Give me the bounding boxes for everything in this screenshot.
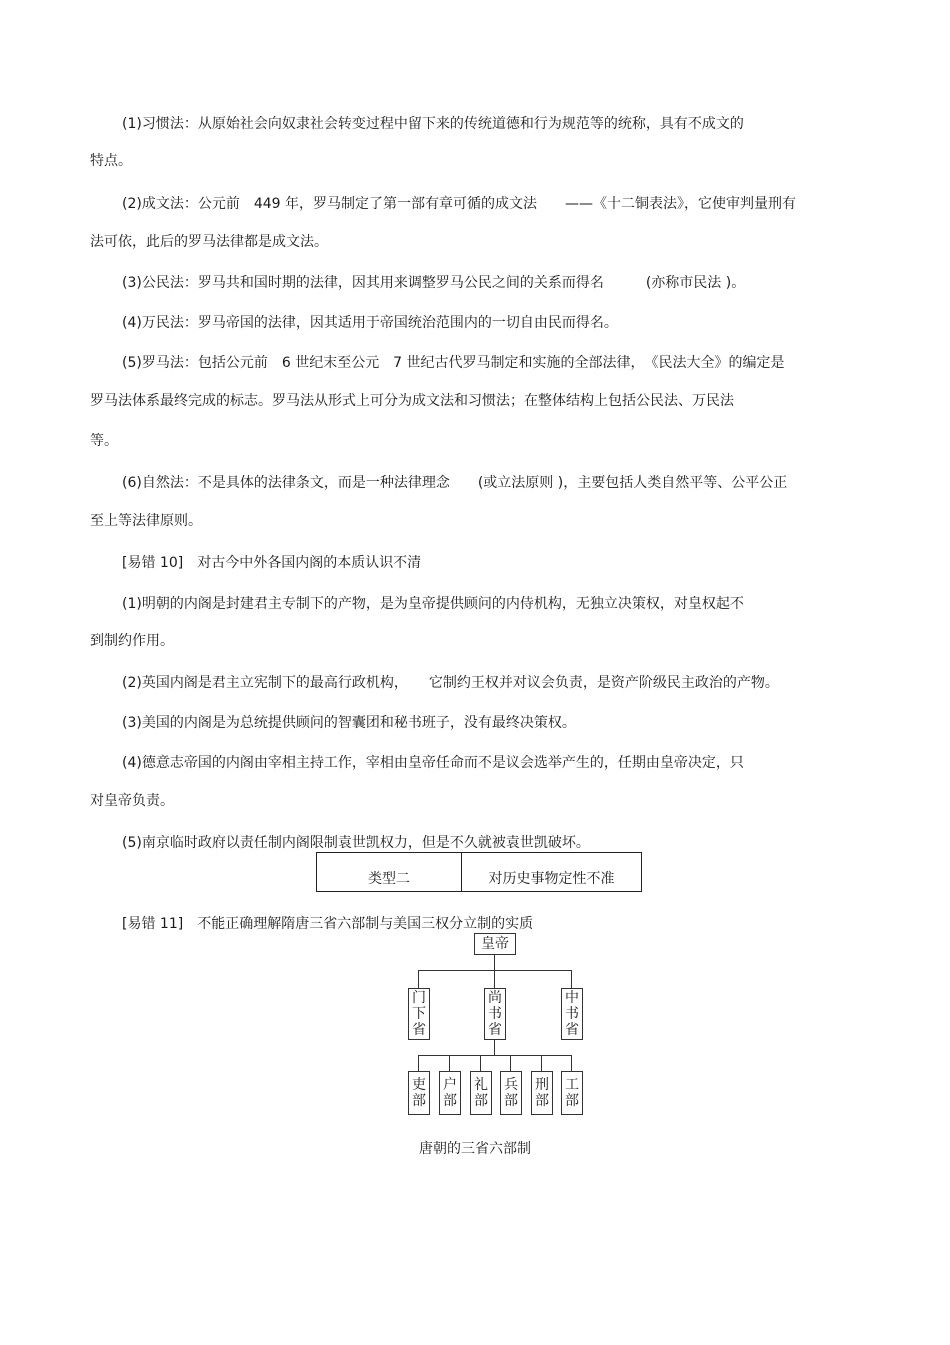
paragraph: (2)英国内阁是君主立宪制下的最高行政机构， 它制约王权并对议会负责，是资产阶级民主政治的产物。: [122, 675, 779, 691]
section-heading: [易错 10] 对古今中外各国内阁的本质认识不清: [122, 555, 422, 571]
chart-caption: 唐朝的三省六部制: [419, 1141, 531, 1157]
paragraph: (6)自然法：不是具体的法律条文，而是一种法律理念 (或立法原则 )，主要包括人类自然平等、公平公正: [122, 475, 788, 491]
bu-label: 吏部: [412, 1077, 426, 1109]
bu-box-gong: [561, 1071, 583, 1115]
sheng-box-zhongshu: [561, 988, 583, 1040]
paragraph: (5)南京临时政府以责任制内阁限制袁世凯权力，但是不久就被袁世凯破坏。: [122, 835, 590, 851]
paragraph: 对皇帝负责。: [90, 793, 174, 809]
connector: [480, 1055, 481, 1071]
connector: [418, 970, 419, 988]
section-heading: [易错 11] 不能正确理解隋唐三省六部制与美国三权分立制的实质: [122, 916, 534, 932]
sheng-label: 门下省: [412, 990, 426, 1038]
connector: [418, 1055, 572, 1056]
paragraph: 到制约作用。: [90, 633, 174, 649]
bu-label: 兵部: [504, 1077, 518, 1109]
connector: [449, 1055, 450, 1071]
connector: [571, 1055, 572, 1071]
paragraph: 罗马法体系最终完成的标志。罗马法从形式上可分为成文法和习惯法；在整体结构上包括公民法、万民法: [90, 393, 734, 409]
bu-box-xing: [531, 1071, 553, 1115]
bu-label: 工部: [565, 1077, 579, 1109]
paragraph: 特点。: [90, 153, 132, 169]
connector: [541, 1055, 542, 1071]
paragraph: (5)罗马法：包括公元前 6 世纪末至公元 7 世纪古代罗马制定和实施的全部法律， 《民法大全》的编定是: [122, 355, 785, 371]
bu-box-bing: [500, 1071, 522, 1115]
connector: [494, 955, 495, 970]
bu-label: 刑部: [535, 1077, 549, 1109]
bu-box-li-rites: [470, 1071, 492, 1115]
emperor-box: 皇帝: [474, 933, 516, 955]
paragraph: (2)成文法：公元前 449 年，罗马制定了第一部有章可循的成文法 ——《十二铜表法》，它使审判量刑有: [122, 196, 797, 212]
connector: [418, 970, 572, 971]
connector: [494, 1040, 495, 1055]
sheng-box-menxia: [408, 988, 430, 1040]
connector: [510, 1055, 511, 1071]
paragraph: (4)德意志帝国的内阁由宰相主持工作，宰相由皇帝任命而不是议会选举产生的，任期由皇帝决定，只: [122, 755, 744, 771]
paragraph: (3)美国的内阁是为总统提供顾问的智囊团和秘书班子，没有最终决策权。: [122, 715, 576, 731]
sheng-box-shangshu: [484, 988, 506, 1040]
bu-label: 礼部: [474, 1077, 488, 1109]
connector: [571, 970, 572, 988]
connector: [418, 1055, 419, 1071]
bu-box-li: [408, 1071, 430, 1115]
bu-box-hu: [439, 1071, 461, 1115]
connector: [494, 970, 495, 988]
type-description: 对历史事物定性不准: [488, 871, 615, 887]
paragraph: 法可依，此后的罗马法律都是成文法。: [90, 234, 328, 250]
paragraph: (1)明朝的内阁是封建君主专制下的产物，是为皇帝提供顾问的内侍机构，无独立决策权，对皇权起不: [122, 596, 744, 612]
paragraph: 等。: [90, 433, 118, 449]
bu-label: 户部: [443, 1077, 457, 1109]
sheng-label: 尚书省: [488, 990, 502, 1038]
paragraph: 至上等法律原则。: [90, 513, 202, 529]
type-label: 类型二: [317, 853, 462, 891]
paragraph: (3)公民法：罗马共和国时期的法律，因其用来调整罗马公民之间的关系而得名 (亦称市民法 )。: [122, 275, 746, 291]
paragraph: (1)习惯法：从原始社会向奴隶社会转变过程中留下来的传统道德和行为规范等的统称，具有不成文的: [122, 116, 744, 132]
sheng-label: 中书省: [565, 990, 579, 1038]
type-table: [316, 852, 642, 892]
paragraph: (4)万民法：罗马帝国的法律，因其适用于帝国统治范围内的一切自由民而得名。: [122, 315, 618, 331]
